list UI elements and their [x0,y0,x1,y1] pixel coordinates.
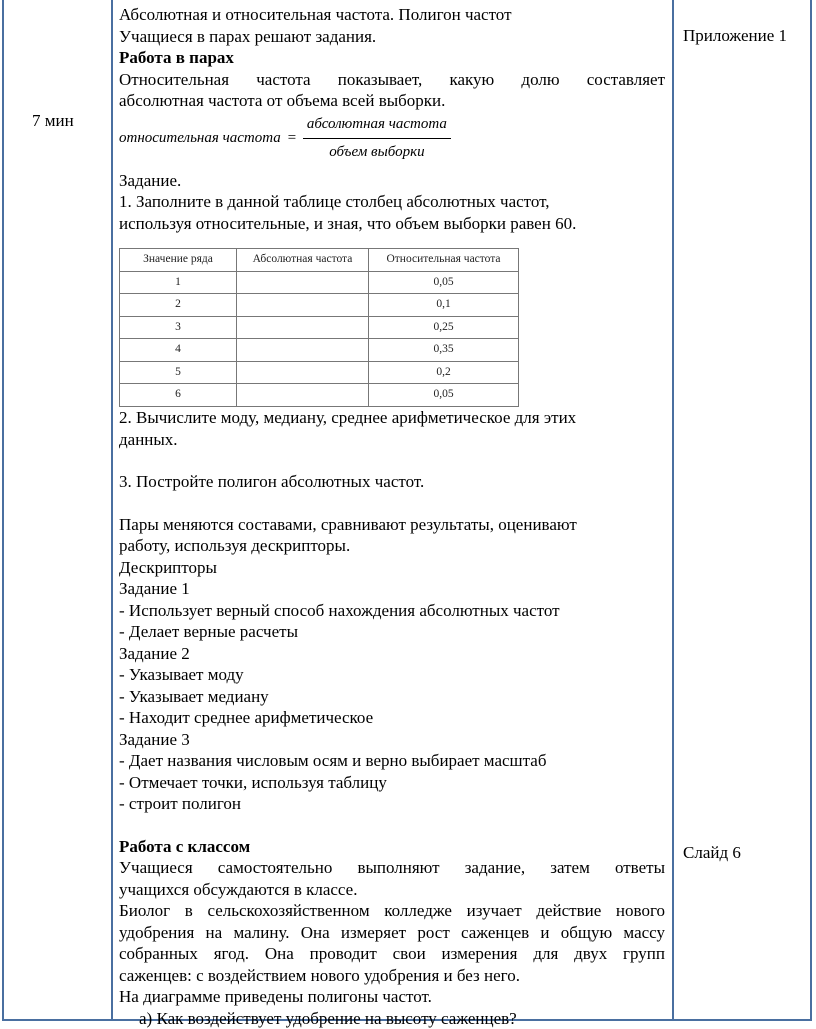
header-relative: Относительная частота [369,249,519,272]
formula-equals: = [287,128,297,150]
task2-block [119,407,665,450]
descriptor-item: - Указывает моду [119,664,665,686]
cell-relative: 0,2 [369,361,519,384]
class-work-heading: Работа с классом [119,836,665,858]
pairs-change-line-2: работу, используя дескрипторы. [119,535,665,557]
table-row [120,316,519,339]
descriptor-item: - Отмечает точки, используя таблицу [119,772,665,794]
descriptor-item: - Находит среднее арифметическое [119,707,665,729]
cell-relative: 0,05 [369,271,519,294]
descriptor-item: - Дает названия числовым осям и верно выбирает масштаб [119,750,665,772]
appendix-ref: Приложение 1 [683,26,787,46]
class-work-line-4: удобрения на малину. Она измеряет рост саженцев и общую массу [119,922,665,944]
column-divider-right [672,0,674,1021]
relative-frequency-formula [119,114,665,164]
table-row [120,384,519,407]
table-row [120,361,519,384]
descriptor-item: - Использует верный способ нахождения абсолютных частот [119,600,665,622]
class-work-line-2: учащихся обсуждаются в классе. [119,879,665,901]
intro-text: Учащиеся в парах решают задания. [119,26,665,48]
cell-absolute [237,384,369,407]
formula-lhs: относительная частота [119,128,281,150]
formula-fraction [303,114,451,163]
header-value: Значение ряда [120,249,237,272]
descriptor-item: Задание 2 [119,643,665,665]
task-label: Задание. [119,170,665,192]
pairs-change-line-1: Пары меняются составами, сравнивают результаты, оценивают [119,514,665,536]
lesson-content [119,4,665,1029]
descriptor-item: Задание 1 [119,578,665,600]
definition-line-2: абсолютная частота от объема всей выборки. [119,90,665,112]
cell-relative: 0,1 [369,294,519,317]
cell-absolute [237,294,369,317]
descriptors-heading: Дескрипторы [119,557,665,579]
pair-work-heading: Работа в парах [119,47,665,69]
cell-value: 5 [120,361,237,384]
formula-numerator: абсолютная частота [303,114,451,139]
class-work-line-7: На диаграмме приведены полигоны частот. [119,986,665,1008]
task1-line-1: 1. Заполните в данной таблице столбец абсолютных частот, [119,191,665,213]
cell-value: 1 [120,271,237,294]
cell-absolute [237,339,369,362]
class-work-line-5: собранных ягод. Она проводит свои измерения для двух групп [119,943,665,965]
time-cell: 7 мин [32,111,74,131]
slide-ref: Слайд 6 [683,843,741,863]
cell-value: 6 [120,384,237,407]
frequency-table-wrapper [119,248,665,386]
class-work-line-6: саженцев: с воздействием нового удобрения и без него. [119,965,665,987]
descriptor-item: Задание 3 [119,729,665,751]
descriptor-item: - Делает верные расчеты [119,621,665,643]
cell-relative: 0,05 [369,384,519,407]
cell-absolute [237,361,369,384]
cell-value: 3 [120,316,237,339]
column-divider-left [111,0,113,1021]
cell-relative: 0,25 [369,316,519,339]
class-work-line-1: Учащиеся самостоятельно выполняют задание, затем ответы [119,857,665,879]
question-a: a) Как воздействует удобрение на высоту саженцев? [119,1008,665,1029]
task3-text: 3. Постройте полигон абсолютных частот. [119,471,665,493]
descriptor-item: - строит полигон [119,793,665,815]
table-row [120,294,519,317]
cell-value: 2 [120,294,237,317]
frequency-table [119,248,519,407]
task2-line-2: данных. [119,429,665,451]
header-absolute: Абсолютная частота [237,249,369,272]
task2-line-1: 2. Вычислите моду, медиану, среднее арифметическое для этих [119,407,665,429]
table-row [120,339,519,362]
table-row [120,271,519,294]
cell-value: 4 [120,339,237,362]
formula-denominator: объем выборки [329,139,424,164]
cell-absolute [237,271,369,294]
class-work-line-3: Биолог в сельскохозяйственном колледже изучает действие нового [119,900,665,922]
cell-absolute [237,316,369,339]
definition-line-1: Относительная частота показывает, какую долю составляет [119,69,665,91]
section-title: Абсолютная и относительная частота. Полигон частот [119,4,665,26]
table-header-row [120,249,519,272]
cell-relative: 0,35 [369,339,519,362]
descriptor-item: - Указывает медиану [119,686,665,708]
task1-line-2: используя относительные, и зная, что объем выборки равен 60. [119,213,665,235]
